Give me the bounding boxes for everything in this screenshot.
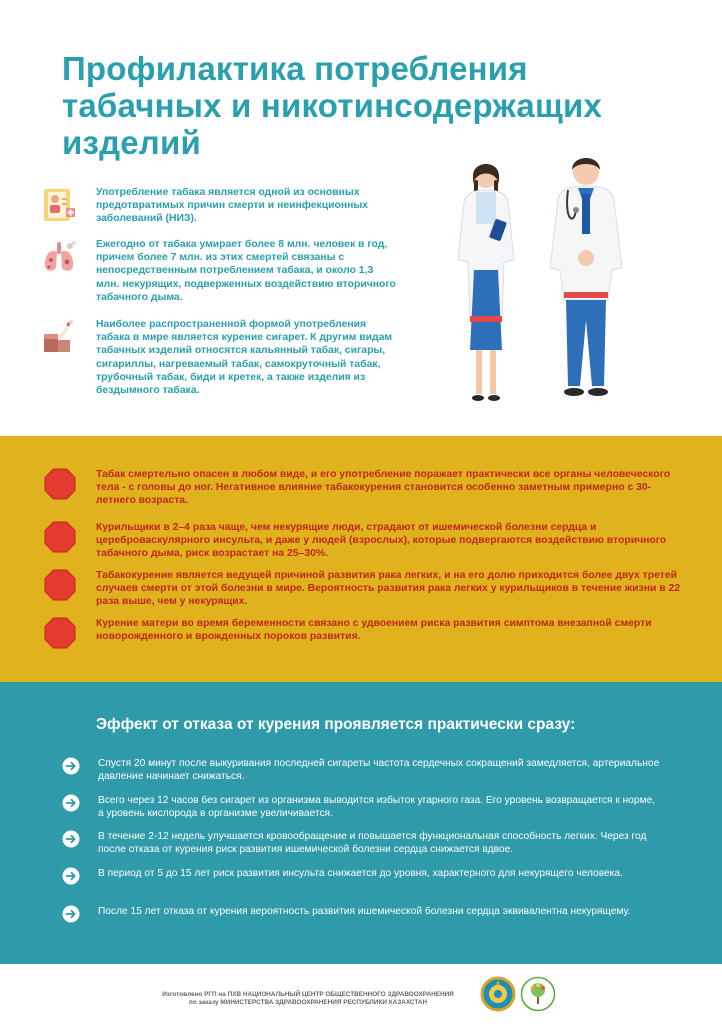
- effect-section-title: Эффект от отказа от курения проявляется практически сразу:: [96, 716, 576, 733]
- warning-text: Табакокурение является ведущей причиной развития рака легких, и на его долю приходится более двух третей случаев смерти от этой болезни в мире. Вероятность развития рака легких у курильщиков в течение жизни в 22 раза выше, чем у некурящих.: [96, 570, 681, 608]
- intro-text: Ежегодно от табака умирает более 8 млн. человек в год, причем более 7 млн. из этих смертей связаны с непосредственным потреблением табака, и около 1,3 млн. некурящих, подверженных воздействию вторичного табачного дыма.: [96, 239, 396, 303]
- footer-credit: [140, 991, 476, 1007]
- health-center-logo-icon: [520, 976, 556, 1012]
- stop-sign-icon: [44, 521, 76, 553]
- damaged-lungs-icon: [40, 238, 78, 276]
- effect-text: В течение 2-12 недель улучшается кровообращение и повышается функциональная способность легких. Через год после отказа от курения риск развития ишемической болезни сердца снижается вдвое.: [98, 831, 647, 856]
- female-doctor-figure: [458, 164, 514, 401]
- arrow-right-circle-icon: [62, 905, 80, 923]
- arrow-right-circle-icon: [62, 794, 80, 812]
- footer-line-2: по заказу МИНИСТЕРСТВА ЗДРАВООХРАНЕНИЯ РЕСПУБЛИКИ КАЗАХСТАН: [188, 999, 428, 1006]
- arrow-right-circle-icon: [62, 757, 80, 775]
- footer-line-1: Изготовлено РГП на ПХВ НАЦИОНАЛЬНЫЙ ЦЕНТР ОБЩЕСТВЕННОГО ЗДРАВООХРАНЕНИЯ: [162, 991, 454, 998]
- arrow-right-circle-icon: [62, 830, 80, 848]
- effect-text: После 15 лет отказа от курения вероятность развития ишемической болезни сердца эквивалентна некурящему.: [98, 906, 631, 917]
- intro-text: Употребление табака является одной из основных предотвратимых причин смерти и неинфекционных заболеваний (НИЗ).: [96, 187, 369, 225]
- stop-sign-icon: [44, 468, 76, 500]
- doctors-illustration: [436, 150, 636, 410]
- state-emblem-icon: [480, 976, 516, 1012]
- warning-text: Табак смертельно опасен в любом виде, и его употребление поражает практически все органы человеческого тела - с головы до ног. Негативное влияние табакокурения становится особенно заметным примерно с 30-летнего возраста.: [96, 469, 671, 507]
- male-doctor-figure: [550, 158, 622, 396]
- page-title: Профилактика потребления табачных и никотинсодержащих изделий: [62, 50, 603, 161]
- effect-text: В период от 5 до 15 лет риск развития инсульта снижается до уровня, характерного для некурящего человека.: [98, 868, 623, 879]
- medical-record-icon: [40, 186, 78, 224]
- stop-sign-icon: [44, 617, 76, 649]
- effect-text: Всего через 12 часов без сигарет из организма выводится избыток угарного газа. Его уровень возвращается к норме, а уровень кислорода в организме увеличивается.: [98, 795, 656, 820]
- smoking-products-icon: [40, 318, 78, 356]
- intro-text: Наиболее распространенной формой употребления табака в мире является курение сигарет. К другим видам табачных изделий относятся кальянный табак, сигары, сигариллы, нагреваемый табак, самокруточный табак, трубочный табак, биди и кретек, а также изделия из бездымного табака.: [96, 319, 393, 397]
- arrow-right-circle-icon: [62, 867, 80, 885]
- warning-text: Курильщики в 2–4 раза чаще, чем некурящие люди, страдают от ишемической болезни сердца и цереброваскулярного инсульта, и даже у людей (взрослых), которые подвергаются воздействию вторичного табачного дыма, риск возрастает на 25–30%.: [96, 522, 667, 560]
- effect-text: Спустя 20 минут после выкуривания последней сигареты частота сердечных сокращений замедляется, артериальное давление начинает снижаться.: [98, 758, 660, 783]
- warning-text: Курение матери во время беременности связано с удвоением риска развития симптома внезапной смерти новорожденного и врожденных пороков развития.: [96, 618, 652, 643]
- stop-sign-icon: [44, 569, 76, 601]
